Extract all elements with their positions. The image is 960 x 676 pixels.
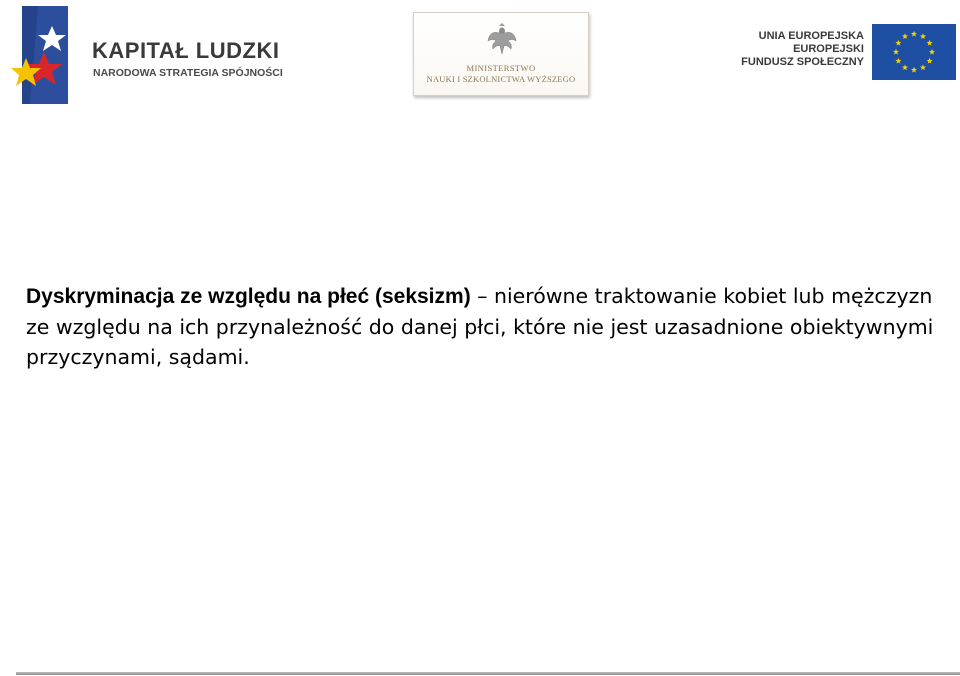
eu-line1: UNIA EUROPEJSKA	[758, 30, 864, 42]
ministry-line2: NAUKI I SZKOLNICTWA WYŻSZEGO	[426, 74, 576, 84]
definition-term: Dyskryminacja ze względu na płeć (seksizm)	[26, 285, 471, 308]
polish-eagle-icon	[487, 21, 517, 55]
kapital-ludzki-star-icon	[8, 6, 80, 104]
eu-text	[741, 30, 864, 69]
definition-body: – nierówne traktowanie kobiet lub mężczyzn ze względu na ich przynależność do danej płci, które nie jest uzasadnione obiektywnymi przyczynami, sądami.	[26, 284, 934, 369]
eu-line3: FUNDUSZ SPOŁECZNY	[741, 56, 864, 68]
eu-logo	[741, 22, 956, 82]
definition-paragraph	[26, 281, 936, 372]
ministry-logo	[413, 12, 589, 96]
eu-flag-icon	[872, 24, 956, 80]
eu-line2: EUROPEJSKI	[793, 43, 864, 55]
footer-divider	[16, 672, 960, 675]
kapital-ludzki-subtitle: NARODOWA STRATEGIA SPÓJNOŚCI	[93, 67, 283, 79]
kapital-ludzki-title: KAPITAŁ LUDZKI	[92, 38, 280, 63]
kapital-ludzki-logo	[8, 6, 308, 106]
ministry-line1: MINISTERSTWO	[466, 63, 536, 73]
